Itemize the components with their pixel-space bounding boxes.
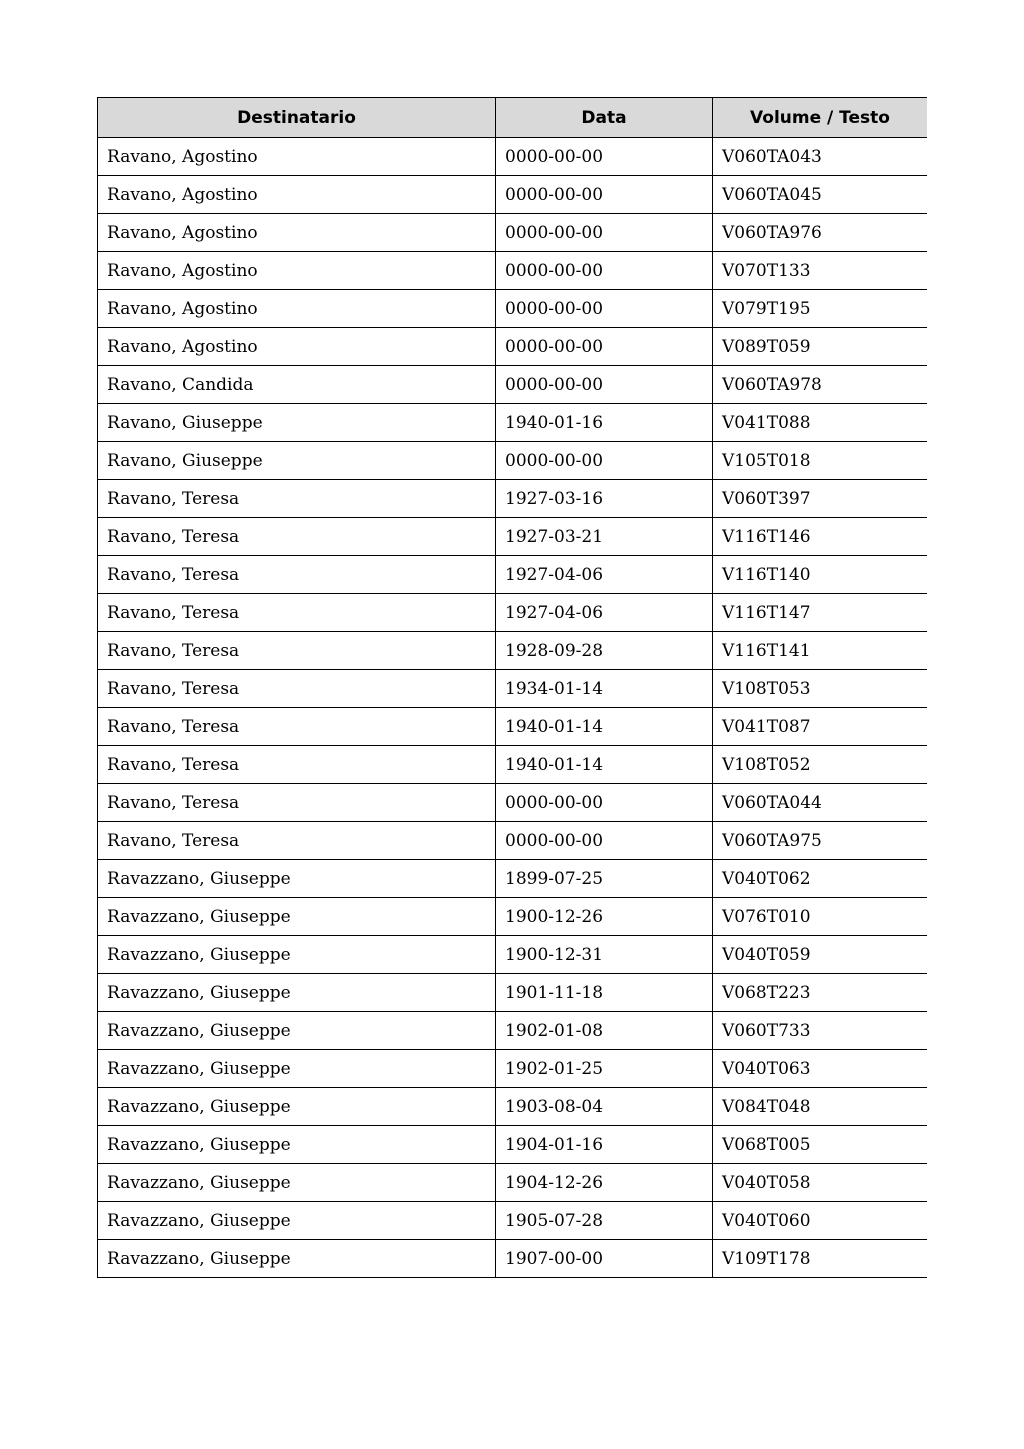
volume-cell: V060TA978 (713, 366, 928, 404)
recipient-cell: Ravano, Teresa (98, 822, 496, 860)
table-row (98, 1164, 928, 1202)
date-cell: 0000-00-00 (496, 290, 713, 328)
date-cell: 0000-00-00 (496, 176, 713, 214)
recipient-cell: Ravano, Teresa (98, 556, 496, 594)
recipient-cell: Ravano, Teresa (98, 670, 496, 708)
table-header (98, 98, 928, 138)
table-row (98, 252, 928, 290)
volume-cell: V108T053 (713, 670, 928, 708)
volume-cell: V116T140 (713, 556, 928, 594)
volume-cell: V040T063 (713, 1050, 928, 1088)
table-row (98, 974, 928, 1012)
table-row (98, 176, 928, 214)
recipient-cell: Ravano, Teresa (98, 480, 496, 518)
volume-cell: V089T059 (713, 328, 928, 366)
date-cell: 0000-00-00 (496, 214, 713, 252)
date-cell: 1900-12-26 (496, 898, 713, 936)
table-row (98, 138, 928, 176)
header-data: Data (496, 98, 713, 138)
recipients-table-container (97, 97, 927, 1312)
header-destinatario: Destinatario (98, 98, 496, 138)
recipient-cell: Ravano, Giuseppe (98, 404, 496, 442)
table-row (98, 594, 928, 632)
recipient-cell: Ravano, Candida (98, 366, 496, 404)
recipient-cell: Ravano, Teresa (98, 594, 496, 632)
table-row (98, 404, 928, 442)
recipient-cell: Ravazzano, Giuseppe (98, 1202, 496, 1240)
volume-cell: V060TA044 (713, 784, 928, 822)
table-row (98, 442, 928, 480)
table-row (98, 366, 928, 404)
table-row (98, 898, 928, 936)
table-row (98, 632, 928, 670)
date-cell: 1901-11-18 (496, 974, 713, 1012)
recipients-table (97, 97, 927, 1278)
volume-cell: V109T178 (713, 1240, 928, 1278)
table-row (98, 328, 928, 366)
volume-cell: V060TA043 (713, 138, 928, 176)
table-row (98, 746, 928, 784)
date-cell: 1940-01-14 (496, 746, 713, 784)
date-cell: 1927-04-06 (496, 556, 713, 594)
table-row (98, 480, 928, 518)
table-row (98, 936, 928, 974)
volume-cell: V040T058 (713, 1164, 928, 1202)
date-cell: 1927-03-16 (496, 480, 713, 518)
volume-cell: V108T052 (713, 746, 928, 784)
recipient-cell: Ravazzano, Giuseppe (98, 860, 496, 898)
date-cell: 1900-12-31 (496, 936, 713, 974)
volume-cell: V041T088 (713, 404, 928, 442)
volume-cell: V060T733 (713, 1012, 928, 1050)
date-cell: 1940-01-14 (496, 708, 713, 746)
date-cell: 1904-01-16 (496, 1126, 713, 1164)
recipient-cell: Ravazzano, Giuseppe (98, 1050, 496, 1088)
date-cell: 1904-12-26 (496, 1164, 713, 1202)
table-row (98, 670, 928, 708)
table-row (98, 1126, 928, 1164)
volume-cell: V116T146 (713, 518, 928, 556)
volume-cell: V040T062 (713, 860, 928, 898)
volume-cell: V070T133 (713, 252, 928, 290)
recipient-cell: Ravazzano, Giuseppe (98, 1088, 496, 1126)
recipient-cell: Ravazzano, Giuseppe (98, 1126, 496, 1164)
recipient-cell: Ravano, Teresa (98, 518, 496, 556)
volume-cell: V079T195 (713, 290, 928, 328)
date-cell: 1928-09-28 (496, 632, 713, 670)
date-cell: 1899-07-25 (496, 860, 713, 898)
header-volume-testo: Volume / Testo (713, 98, 928, 138)
volume-cell: V041T087 (713, 708, 928, 746)
recipient-cell: Ravano, Teresa (98, 632, 496, 670)
date-cell: 0000-00-00 (496, 328, 713, 366)
table-row (98, 784, 928, 822)
recipient-cell: Ravazzano, Giuseppe (98, 898, 496, 936)
date-cell: 1927-04-06 (496, 594, 713, 632)
recipient-cell: Ravano, Agostino (98, 252, 496, 290)
table-body (98, 138, 928, 1278)
table-row (98, 1202, 928, 1240)
date-cell: 1902-01-08 (496, 1012, 713, 1050)
volume-cell: V060TA976 (713, 214, 928, 252)
volume-cell: V040T059 (713, 936, 928, 974)
table-row (98, 214, 928, 252)
date-cell: 1905-07-28 (496, 1202, 713, 1240)
date-cell: 1902-01-25 (496, 1050, 713, 1088)
volume-cell: V116T147 (713, 594, 928, 632)
date-cell: 0000-00-00 (496, 784, 713, 822)
table-row (98, 1012, 928, 1050)
volume-cell: V060TA975 (713, 822, 928, 860)
date-cell: 1934-01-14 (496, 670, 713, 708)
table-row (98, 1050, 928, 1088)
volume-cell: V084T048 (713, 1088, 928, 1126)
volume-cell: V116T141 (713, 632, 928, 670)
volume-cell: V105T018 (713, 442, 928, 480)
date-cell: 1903-08-04 (496, 1088, 713, 1126)
recipient-cell: Ravano, Teresa (98, 784, 496, 822)
volume-cell: V040T060 (713, 1202, 928, 1240)
recipient-cell: Ravano, Giuseppe (98, 442, 496, 480)
recipient-cell: Ravano, Teresa (98, 746, 496, 784)
recipient-cell: Ravano, Agostino (98, 290, 496, 328)
table-row (98, 1240, 928, 1278)
volume-cell: V060TA045 (713, 176, 928, 214)
date-cell: 0000-00-00 (496, 252, 713, 290)
recipient-cell: Ravano, Agostino (98, 138, 496, 176)
date-cell: 0000-00-00 (496, 442, 713, 480)
recipient-cell: Ravano, Agostino (98, 328, 496, 366)
recipient-cell: Ravazzano, Giuseppe (98, 1012, 496, 1050)
table-row (98, 822, 928, 860)
table-row (98, 290, 928, 328)
recipient-cell: Ravano, Agostino (98, 214, 496, 252)
table-row (98, 556, 928, 594)
table-row (98, 860, 928, 898)
recipient-cell: Ravazzano, Giuseppe (98, 936, 496, 974)
recipient-cell: Ravazzano, Giuseppe (98, 1164, 496, 1202)
date-cell: 1940-01-16 (496, 404, 713, 442)
date-cell: 1927-03-21 (496, 518, 713, 556)
recipient-cell: Ravazzano, Giuseppe (98, 974, 496, 1012)
volume-cell: V068T223 (713, 974, 928, 1012)
header-row (98, 98, 928, 138)
volume-cell: V076T010 (713, 898, 928, 936)
recipient-cell: Ravano, Agostino (98, 176, 496, 214)
recipient-cell: Ravano, Teresa (98, 708, 496, 746)
date-cell: 0000-00-00 (496, 138, 713, 176)
table-row (98, 518, 928, 556)
volume-cell: V060T397 (713, 480, 928, 518)
volume-cell: V068T005 (713, 1126, 928, 1164)
date-cell: 0000-00-00 (496, 822, 713, 860)
recipient-cell: Ravazzano, Giuseppe (98, 1240, 496, 1278)
table-row (98, 1088, 928, 1126)
table-row (98, 708, 928, 746)
date-cell: 1907-00-00 (496, 1240, 713, 1278)
date-cell: 0000-00-00 (496, 366, 713, 404)
